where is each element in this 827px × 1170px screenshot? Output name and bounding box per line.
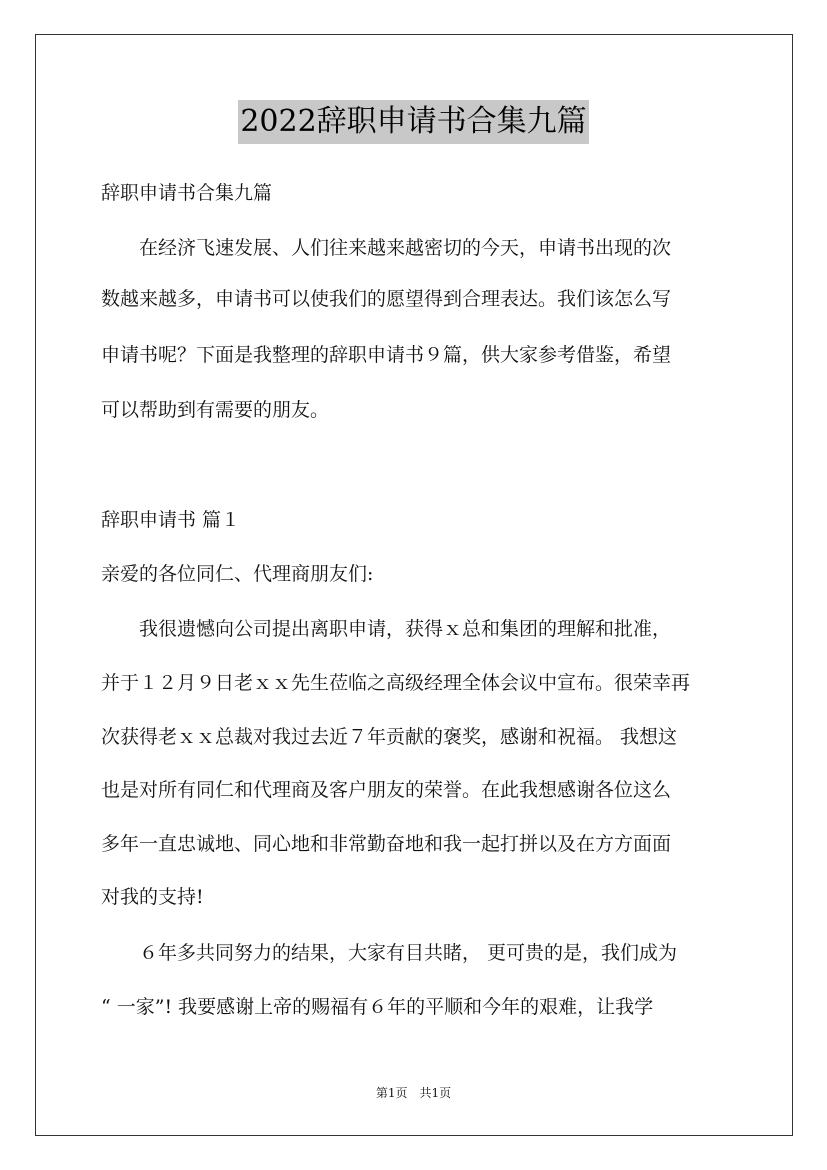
paragraph-line: 在经济飞速发展、人们往来越来越密切的今天，申请书出现的次 [101, 237, 672, 259]
paragraph-line: 我很遗憾向公司提出离职申请，获得ｘ总和集团的理解和批准， [101, 618, 672, 640]
paragraph-line: 申请书呢？下面是我整理的辞职申请书９篇，供大家参考借鉴，希望 [101, 344, 672, 366]
page-footer: 第1页 共1页 [375, 1086, 452, 1100]
paragraph-line: 数越来越多，申请书可以使我们的愿望得到合理表达。我们该怎么写 [101, 288, 672, 310]
paragraph-line: 多年一直忠诚地、同心地和非常勤奋地和我一起打拼以及在方方面面 [101, 833, 672, 855]
paragraph-line: 次获得老ｘｘ总裁对我过去近７年贡献的褒奖，感谢和祝福。 我想这 [101, 726, 678, 748]
paragraph-line: 也是对所有同仁和代理商及客户朋友的荣誉。在此我想感谢各位这么 [101, 779, 672, 801]
paragraph-line: 并于１２月９日老ｘｘ先生莅临之高级经理全体会议中宣布。很荣幸再 [101, 672, 691, 694]
paragraph-line: “ 一家”! 我要感谢上帝的赐福有６年的平顺和今年的艰难，让我学 [101, 996, 654, 1018]
paragraph-line: 可以帮助到有需要的朋友。 [101, 399, 330, 421]
subtitle-line: 辞职申请书合集九篇 [101, 182, 273, 204]
salutation-line: 亲爱的各位同仁、代理商朋友们: [101, 563, 374, 585]
title-container [0, 100, 827, 144]
document-title: 2022辞职申请书合集九篇 [238, 100, 588, 144]
section-heading: 辞职申请书 篇１ [101, 509, 241, 531]
paragraph-line: 对我的支持! [101, 886, 204, 908]
paragraph-line: ６年多共同努力的结果，大家有目共睹， 更可贵的是，我们成为 [101, 942, 678, 964]
